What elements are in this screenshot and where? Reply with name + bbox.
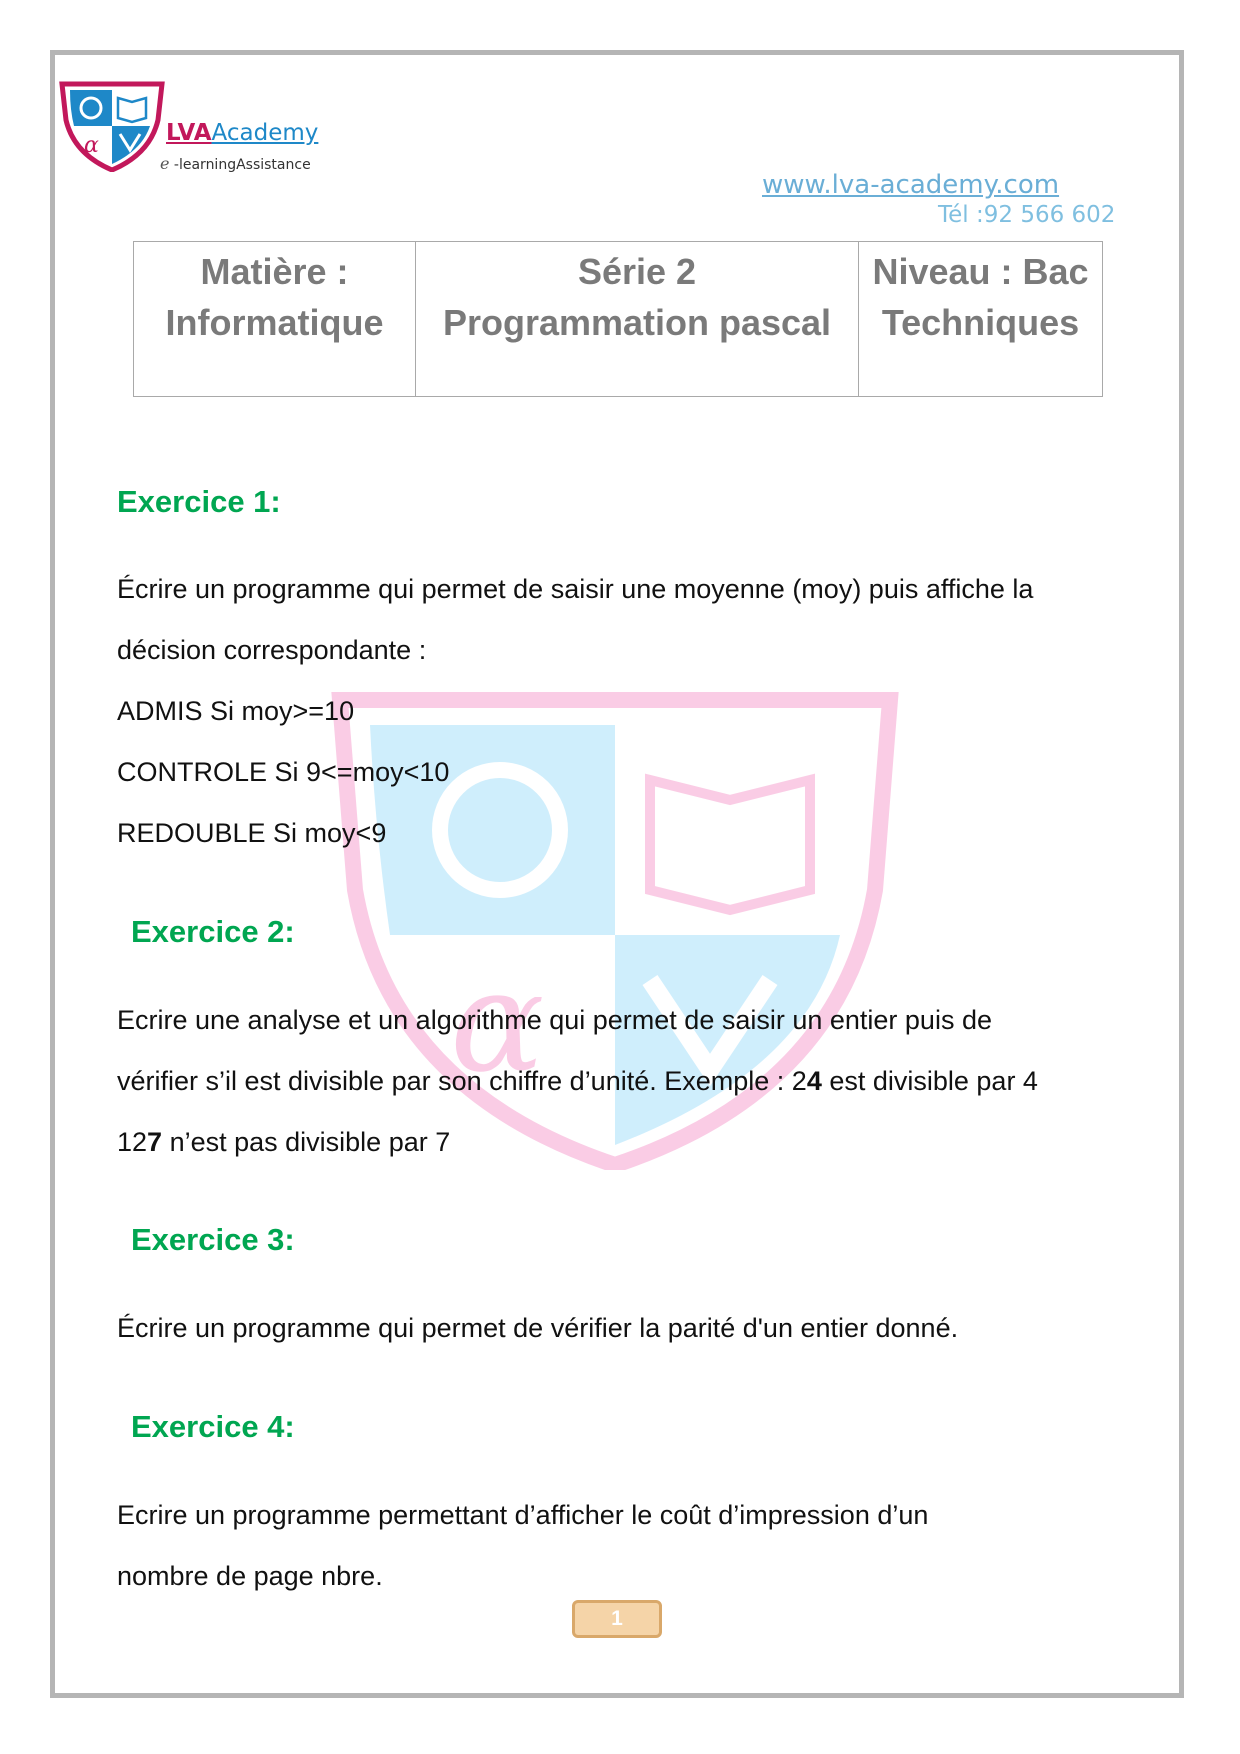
exercise-3-line: Écrire un programme qui permet de vérifier la parité d'un entier donné.: [117, 1313, 959, 1343]
serie-label: Série 2: [577, 251, 697, 292]
exercise-1-line: ADMIS Si moy>=10: [117, 696, 355, 726]
niveau-value: Techniques: [881, 302, 1080, 343]
exercise-2-title: Exercice 2:: [131, 914, 295, 949]
website-link[interactable]: www.lva-academy.com: [762, 170, 1060, 200]
exercise-2-text: 12: [117, 1127, 148, 1157]
niveau-label: Niveau : Bac: [872, 251, 1089, 292]
exercise-1-line: Écrire un programme qui permet de saisir une moyenne (moy) puis affiche la: [117, 574, 1034, 604]
exercise-2-line: Ecrire une analyse et un algorithme qui permet de saisir un entier puis de: [117, 1005, 992, 1035]
tagline-text: -learningAssistance: [169, 157, 311, 173]
exercise-2-bold-digit: 4: [806, 1066, 822, 1096]
lva-academy-logo-icon: [58, 80, 166, 172]
exercise-2-line: [117, 1066, 1038, 1097]
header-table: [133, 241, 1103, 397]
svg-text:α: α: [84, 133, 99, 158]
matiere-cell: [134, 242, 416, 397]
brand-tagline: [160, 154, 311, 173]
serie-cell: [416, 242, 859, 397]
exercise-2-text: est divisible par 4: [821, 1066, 1038, 1096]
brand-name-suffix: Academy: [211, 120, 319, 146]
svg-text:α: α: [450, 941, 545, 1104]
exercise-2-line: [117, 1127, 450, 1158]
exercise-1-line: REDOUBLE Si moy<9: [117, 818, 387, 848]
exercise-4-line: Ecrire un programme permettant d’afficher le coût d’impression d’un: [117, 1500, 929, 1530]
brand-name-prefix: LVA: [166, 120, 212, 146]
tagline-e: e: [160, 154, 170, 173]
serie-value: Programmation pascal: [442, 302, 832, 343]
exercise-3-title: Exercice 3:: [131, 1222, 295, 1257]
matiere-value: Informatique: [165, 302, 384, 343]
exercise-1-line: CONTROLE Si 9<=moy<10: [117, 757, 450, 787]
page-number: 1: [572, 1600, 662, 1638]
exercise-2-text: n’est pas divisible par 7: [162, 1127, 451, 1157]
exercise-4-title: Exercice 4:: [131, 1409, 295, 1444]
exercise-2-bold-digit: 7: [147, 1127, 163, 1157]
exercise-1-line: décision correspondante :: [117, 635, 427, 665]
phone-number: Tél :92 566 602: [938, 202, 1116, 228]
exercise-1-title: Exercice 1:: [117, 484, 281, 519]
matiere-label: Matière :: [200, 251, 349, 292]
brand-name: [166, 120, 318, 146]
exercise-4-line: nombre de page nbre.: [117, 1561, 383, 1591]
exercise-2-text: vérifier s’il est divisible par son chiffre d’unité. Exemple : 2: [117, 1066, 807, 1096]
niveau-cell: [859, 242, 1103, 397]
